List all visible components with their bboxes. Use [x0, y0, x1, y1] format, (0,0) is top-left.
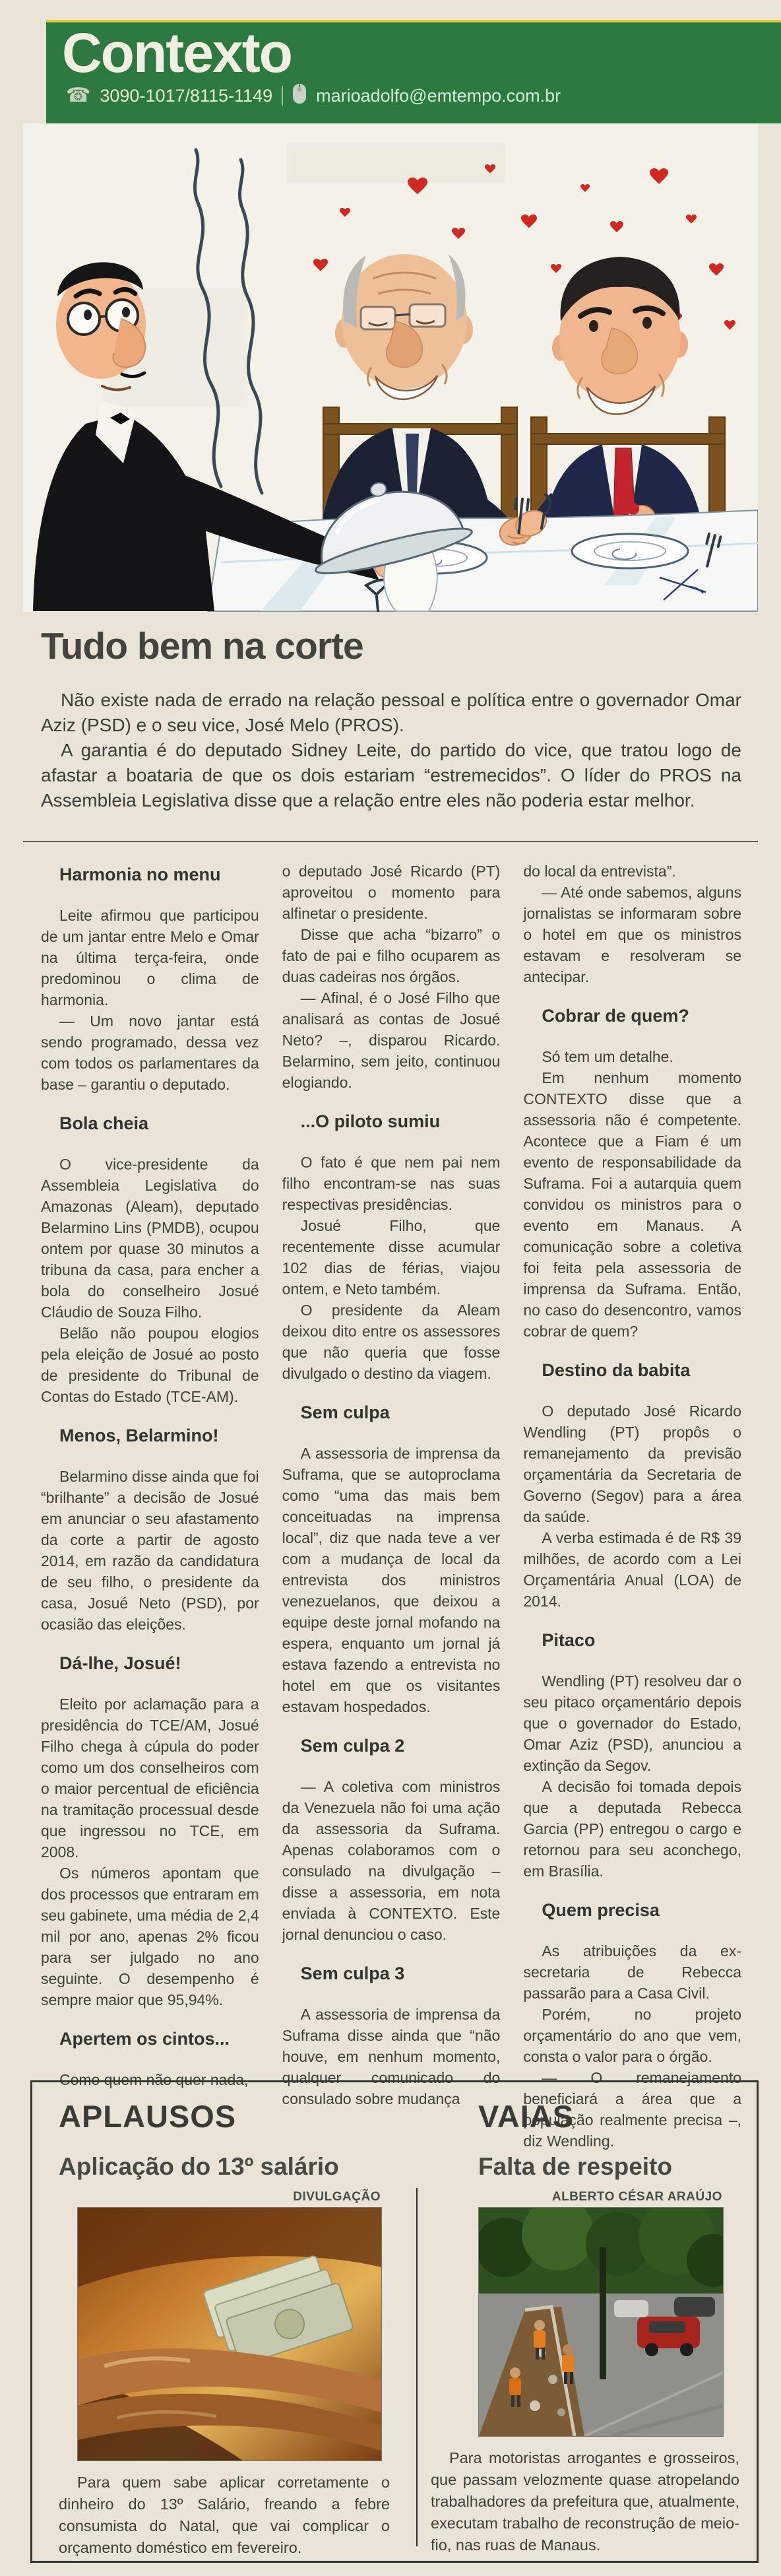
- body-paragraph: O presidente da Aleam deixou dito entre os assessores que não queria que fosse divulgado o destino da viagem.: [282, 1302, 501, 1382]
- aplausos-section: [32, 2082, 416, 2561]
- body-paragraph: A assessoria de imprensa da Suframa disse ainda que “não houve, em nenhum momento, qualquer comunicado do consulado sobre mudança: [282, 2006, 501, 2107]
- photo-credit: DIVULGAÇÃO: [293, 2190, 381, 2204]
- body-paragraph: — Afinal, é o José Filho que analisará as contas de Josué Neto? –, disparou Ricardo. Belarmino, sem jeito, continuou elogiando.: [282, 989, 501, 1091]
- box-divider: [416, 2188, 418, 2546]
- section-heading: Cobrar de quem?: [542, 1006, 689, 1026]
- column-title: Contexto: [62, 22, 292, 84]
- section-heading: Dá-lhe, Josué!: [59, 1653, 181, 1673]
- body-paragraph: Eleito por aclamação para a presidência do TCE/AM, Josué Filho chega à cúpula do poder como um dos conselheiros com o maior percentual de eficiência na tramitação processual desde que ingressou no TCE, em 2008.: [41, 1696, 259, 1861]
- section-heading: Sem culpa: [300, 1403, 390, 1422]
- body-paragraph: A assessoria de imprensa da Suframa, que se autoproclama como “uma das mais bem conceituadas na imprensa local”, diz que nada teve a ver com a mudança de local da entrevista dos ministros venezuelanos, que deixou a equipe deste jornal mofando na espera, enquanto um jornal já estava fazendo a entrevista no hotel em que os visitantes estavam hospedados.: [282, 1445, 501, 1715]
- section-heading: Sem culpa 2: [300, 1736, 405, 1756]
- vaias-subtitle: Falta de respeito: [478, 2153, 672, 2180]
- body-paragraph: o deputado José Ricardo (PT) aproveitou o momento para alfinetar o presidente.: [282, 863, 501, 922]
- body-paragraph: — O remanejamento beneficiará a área que a população realmente precisa –, diz Wendling.: [523, 2069, 742, 2150]
- lead-paragraph: A garantia é do deputado Sidney Leite, do partido do vice, que tratou logo de afastar a boataria de que os dois estariam “estremecidos”. O líder do PROS na Assembleia Legislativa disse que a relação entre eles não poderia estar melhor.: [41, 740, 741, 810]
- body-paragraph: do local da entrevista”.: [523, 863, 676, 880]
- body-paragraph: Como quem não quer nada,: [59, 2071, 249, 2088]
- money-photo: [77, 2207, 382, 2461]
- photo-credit: ALBERTO CÉSAR ARAÚJO: [551, 2190, 722, 2204]
- lead-paragraph: Não existe nada de errado na relação pessoal e política entre o governador Omar Aziz (PSD) e o seu vice, José Melo (PROS).: [41, 690, 741, 735]
- column-2: [282, 861, 501, 2107]
- body-paragraph: Em nenhum momento CONTEXTO disse que a assessoria não é competente. Acontece que a Fiam é um evento de responsabilidade da Suframa. Foi a autarquia quem convidou os ministros para o evento em Manaus. A comunicação sobre a coletiva foi feita pela assessoria de imprensa da Suframa. Então, no caso do desencontro, vamos cobrar de quem?: [523, 1069, 742, 1340]
- body-paragraph: Porém, no projeto orçamentário do ano que vem, consta o valor para o órgão.: [523, 2006, 742, 2065]
- aplausos-subtitle: Aplicação do 13º salário: [59, 2153, 339, 2180]
- money-photo-illustration: [78, 2208, 381, 2460]
- page-title: Tudo bem na corte: [41, 625, 363, 667]
- aplausos-caption: Para quem sabe aplicar corretamente o dinheiro do 13º Salário, freando a febre consumista do Natal, que vai complicar o orçamento doméstico em fevereiro.: [59, 2474, 390, 2556]
- phone-icon: ☎: [66, 84, 91, 107]
- section-heading: Menos, Belarmino!: [59, 1426, 219, 1445]
- body-paragraph: Leite afirmou que participou de um jantar entre Melo e Omar na última terça-feira, onde predominou o clima de harmonia.: [41, 907, 259, 1008]
- aplausos-title: APLAUSOS: [59, 2099, 237, 2134]
- vaias-caption: Para motoristas arrogantes e grosseiros, que passam velozmente quase atropelando trabalhadores da prefeitura que, atualmente, executam trabalho de reconstrução de meio-fio, nas ruas de Manaus.: [430, 2449, 739, 2554]
- bleed-ghost: [287, 143, 505, 183]
- street-photo: [478, 2207, 724, 2437]
- section-heading: Sem culpa 3: [300, 1964, 405, 1983]
- cartoon-illustration: [23, 123, 758, 612]
- body-paragraph: A verba estimada é de R$ 39 milhões, de acordo com a Lei Orçamentária Anual (LOA) de 2014.: [523, 1529, 742, 1610]
- column-1: [41, 861, 259, 2088]
- vaias-title: VAIAS: [478, 2099, 575, 2134]
- contact-separator: [282, 86, 283, 106]
- section-heading: Bola cheia: [59, 1113, 149, 1133]
- section-heading: ...O piloto sumiu: [300, 1111, 441, 1131]
- body-paragraph: Disse que acha “bizarro” o fato de pai e filho ocuparem as duas cadeiras nos órgãos.: [282, 926, 501, 985]
- body-paragraph: — A coletiva com ministros da Venezuela não foi uma ação da assessoria da Suframa. Apenas colaboramos com o consulado na divulgação – disse a assessoria, em nota enviada à CONTEXTO. Este jornal denunciou o caso.: [282, 1778, 501, 1943]
- body-paragraph: — Até onde sabemos, alguns jornalistas se informaram sobre o hotel em que os ministros estavam e resolveram se antecipar.: [523, 884, 742, 985]
- body-paragraph: O deputado José Ricardo Wendling (PT) propôs o remanejamento da previsão orçamentária da Secretaria de Governo (Segov) para a área da saúde.: [523, 1403, 742, 1525]
- lead-section: [41, 624, 741, 813]
- body-paragraph: Belão não poupou elogios pela eleição de Josué ao posto de presidente do Tribunal de Contas do Estado (TCE-AM).: [41, 1325, 259, 1405]
- editorial-cartoon: [23, 123, 758, 612]
- contact-row: [66, 83, 781, 109]
- phone-number: 3090-1017/8115-1149: [100, 85, 273, 106]
- body-paragraph: Josué Filho, que recentemente disse acumular 102 dias de férias, viajou ontem, e Neto também.: [282, 1217, 501, 1298]
- body-paragraph: As atribuições da ex-secretaria de Rebecca passarão para a Casa Civil.: [523, 1942, 742, 2002]
- mouse-icon: [292, 83, 307, 109]
- section-heading: Apertem os cintos...: [59, 2029, 230, 2049]
- vaias-section: [416, 2082, 757, 2561]
- section-heading: Pitaco: [542, 1630, 596, 1650]
- section-heading: Quem precisa: [542, 1900, 660, 1920]
- body-paragraph: O vice-presidente da Assembleia Legislativa do Amazonas (Aleam), deputado Belarmino Lins (PMDB), ocupou ontem por quase 30 minutos a tribuna da casa, para encher a bola do conselheiro Josué Cláudio de Souza Filho.: [41, 1156, 259, 1321]
- body-paragraph: O fato é que nem pai nem filho encontram-se nas suas respectivas presidências.: [282, 1154, 501, 1213]
- body-paragraph: A decisão foi tomada depois que a deputada Rebecca Garcia (PP) entregou o cargo e retornou para seu aconchego, em Brasília.: [523, 1778, 742, 1880]
- email-address: marioadolfo@emtempo.com.br: [316, 85, 561, 106]
- body-paragraph: — Um novo jantar está sendo programado, dessa vez com todos os parlamentares da base – garantiu o deputado.: [41, 1012, 259, 1093]
- section-heading: Destino da babita: [542, 1360, 691, 1380]
- body-paragraph: Só tem um detalhe.: [542, 1048, 673, 1065]
- street-photo-illustration: [479, 2208, 723, 2436]
- applause-boo-box: [30, 2080, 759, 2563]
- section-heading: Harmonia no menu: [59, 865, 221, 884]
- body-paragraph: Belarmino disse ainda que foi “brilhante” a decisão de Josué em anunciar o seu afastamento da corte a partir de agosto 2014, em razão da candidatura de seu filho, o presidente da casa, Josué Neto (PSD), por ocasião das eleições.: [41, 1468, 259, 1633]
- body-paragraph: Wendling (PT) resolveu dar o seu pitaco orçamentário depois que o governador do Estado, Omar Aziz (PSD), anunciou a extinção da Segov.: [523, 1672, 742, 1774]
- body-paragraph: Os números apontam que dos processos que entraram em seu gabinete, uma média de 2,4 mil por ano, apenas 2% ficou para ser julgado no ano seguinte. O desempenho é sempre maior que 95,94%.: [41, 1865, 259, 2008]
- masthead-bar: [46, 20, 781, 123]
- section-divider: [23, 841, 758, 842]
